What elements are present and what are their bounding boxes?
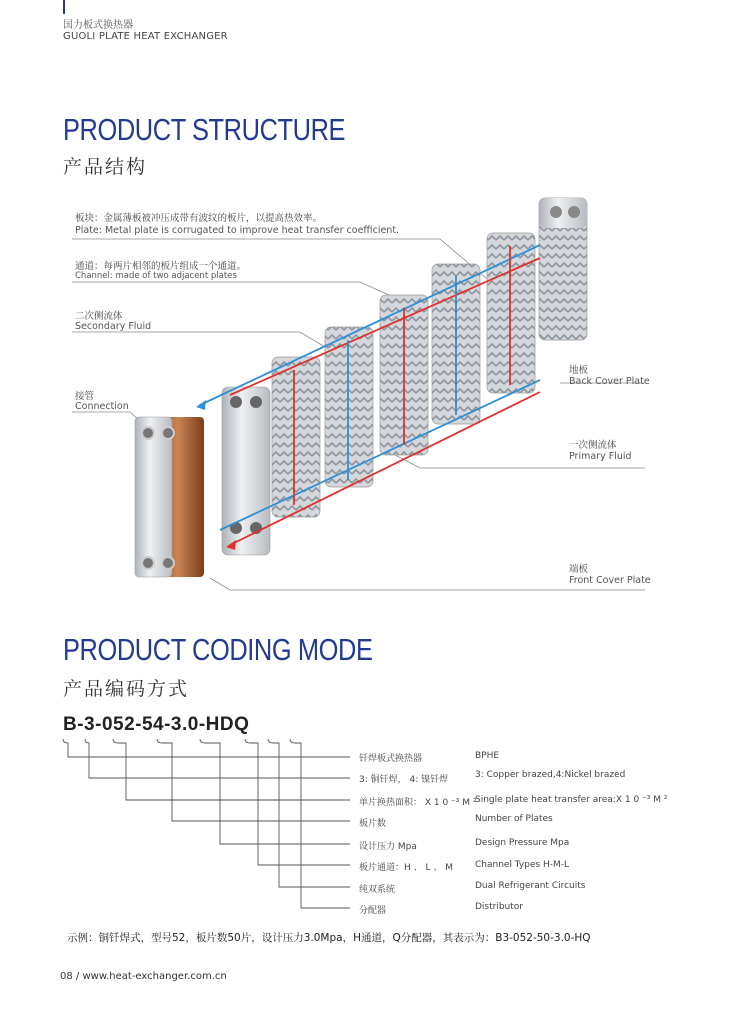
label-channel-cn: 通道：每两片相邻的板片组成一个通道。 bbox=[75, 261, 247, 272]
label-back-cover-en: Back Cover Plate bbox=[569, 376, 650, 387]
label-secondary-cn: 二次侧流体 bbox=[75, 311, 123, 322]
footer-separator: / bbox=[75, 971, 80, 982]
code-row-5-en: Design Pressure Mpa bbox=[475, 838, 570, 848]
footer bbox=[60, 971, 227, 982]
code-row-2-cn: 3: 铜钎焊， 4: 镍钎焊 bbox=[359, 775, 449, 785]
label-primary-en: Primary Fluid bbox=[569, 451, 632, 462]
code-row-3-en: Single plate heat transfer area:X 1 0 ⁻³ M ² bbox=[475, 795, 668, 805]
label-connection-en: Connection bbox=[75, 401, 129, 412]
label-connection-cn: 接管 bbox=[75, 391, 95, 402]
code-row-7-cn: 纯双系统 bbox=[359, 885, 396, 895]
coding-example: 示例：铜钎焊式，型号52，板片数50片，设计压力3.0Mpa，H通道，Q分配器，其表示为：B3-052-50-3.0-HQ bbox=[67, 932, 591, 944]
label-channel-en: Channel: made of two adjacent plates bbox=[75, 271, 237, 281]
code-row-2-en: 3: Copper brazed,4:Nickel brazed bbox=[475, 770, 626, 780]
code-row-8-en: Distributor bbox=[475, 902, 524, 912]
label-primary-cn: 一次侧流体 bbox=[569, 440, 617, 451]
structure-subtitle: 产品结构 bbox=[63, 156, 148, 178]
code-row-4-cn: 板片数 bbox=[359, 819, 387, 829]
brand-name-en: GUOLI PLATE HEAT EXCHANGER bbox=[63, 31, 228, 42]
page-number: 08 bbox=[60, 971, 73, 982]
code-row-6-cn: 板片通道：H 、 L 、 M bbox=[359, 863, 453, 873]
label-front-cover-cn: 端板 bbox=[569, 564, 589, 575]
label-plate-en: Plate: Metal plate is corrugated to improve heat transfer coefficient. bbox=[75, 225, 400, 236]
coding-title: PRODUCT CODING MODE bbox=[63, 632, 373, 667]
structure-title: PRODUCT STRUCTURE bbox=[63, 112, 346, 147]
code-row-7-en: Dual Refrigerant Circuits bbox=[475, 881, 586, 891]
label-secondary-en: Secondary Fluid bbox=[75, 321, 152, 332]
label-back-cover-cn: 地板 bbox=[569, 365, 589, 376]
coding-subtitle: 产品编码方式 bbox=[63, 678, 190, 700]
website-link[interactable]: www.heat-exchanger.com.cn bbox=[82, 971, 227, 982]
code-row-1-en: BPHE bbox=[475, 751, 500, 761]
product-code: B-3-052-54-3.0-HDQ bbox=[63, 714, 250, 735]
brand-name-cn: 国力板式换热器 bbox=[63, 20, 133, 31]
label-front-cover-en: Front Cover Plate bbox=[569, 575, 651, 586]
code-row-4-en: Number of Plates bbox=[475, 814, 553, 824]
code-row-6-en: Channel Types H-M-L bbox=[475, 860, 570, 870]
label-plate-cn: 板块：金属薄板被冲压成带有波纹的板片，以提高热效率。 bbox=[75, 213, 323, 224]
code-row-8-cn: 分配器 bbox=[359, 906, 387, 916]
code-row-3-cn: 单片换热面积： X 1 0 ⁻³ M ² bbox=[359, 798, 477, 808]
code-row-5-cn: 设计压力 Mpa bbox=[359, 842, 417, 852]
code-row-1-cn: 钎焊板式换热器 bbox=[359, 754, 423, 764]
